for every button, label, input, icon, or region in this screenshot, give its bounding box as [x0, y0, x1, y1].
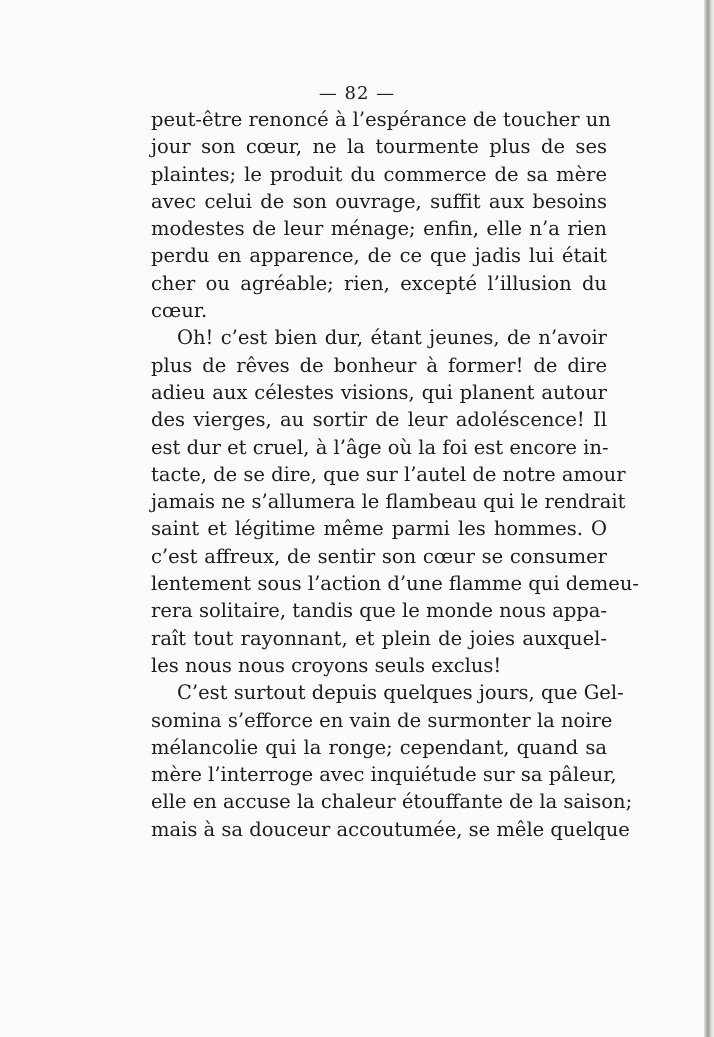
text-line: Oh! c’est bien dur, étant jeunes, de n’avoir: [177, 326, 607, 350]
text-line: elle en accuse la chaleur étouffante de la saison;: [151, 790, 633, 814]
page-number: — 82 —: [318, 83, 396, 104]
body-text: [151, 106, 639, 843]
text-line: mère l’interroge avec inquiétude sur sa pâleur,: [151, 763, 617, 787]
text-line: des vierges, au sortir de leur adoléscence! Il: [151, 408, 607, 432]
text-line: lentement sous l’action d’une flamme qui demeu-: [151, 572, 639, 596]
text-line: avec celui de son ouvrage, suffit aux besoins: [151, 189, 607, 213]
text-line: raît tout rayonnant, et plein de joies auxquel-: [151, 626, 607, 650]
text-line: est dur et cruel, à l’âge où la foi est encore in-: [151, 435, 609, 459]
text-line: jour son cœur, ne la tourmente plus de ses: [151, 135, 607, 159]
text-line: somina s’efforce en vain de surmonter la noire: [151, 708, 613, 732]
paragraph-1: [151, 106, 611, 324]
text-line: peut-être renoncé à l’espérance de toucher un: [151, 108, 611, 131]
text-line: cher ou agréable; rien, excepté l’illusion du: [151, 271, 607, 295]
text-line: plaintes; le produit du commerce de sa mère: [151, 162, 607, 186]
text-line: perdu en apparence, de ce que jadis lui était: [151, 244, 607, 268]
text-line: cœur.: [151, 299, 208, 323]
text-line: adieu aux célestes visions, qui planent autour: [151, 380, 607, 404]
paragraph-3: [151, 679, 633, 843]
page-binding-edge: [704, 0, 714, 1037]
text-line: mélancolie qui la ronge; cependant, quand sa: [151, 735, 607, 759]
text-line: rera solitaire, tandis que le monde nous appa-: [151, 599, 607, 623]
text-line: tacte, de se dire, que sur l’autel de notre amour: [151, 462, 626, 486]
text-line: saint et légitime même parmi les hommes. O: [151, 517, 607, 541]
text-line: mais à sa douceur accoutumée, se mêle quelque: [151, 817, 630, 841]
text-line: jamais ne s’allumera le flambeau qui le rendrait: [151, 490, 626, 514]
paragraph-2: [151, 324, 639, 679]
text-line: modestes de leur ménage; enfin, elle n’a rien: [151, 217, 607, 241]
text-line: plus de rêves de bonheur à former! de dire: [151, 353, 607, 377]
text-line: C’est surtout depuis quelques jours, que Gel-: [177, 681, 624, 705]
text-line: c’est affreux, de sentir son cœur se consumer: [151, 544, 607, 568]
text-line: les nous nous croyons seuls exclus!: [151, 653, 502, 677]
